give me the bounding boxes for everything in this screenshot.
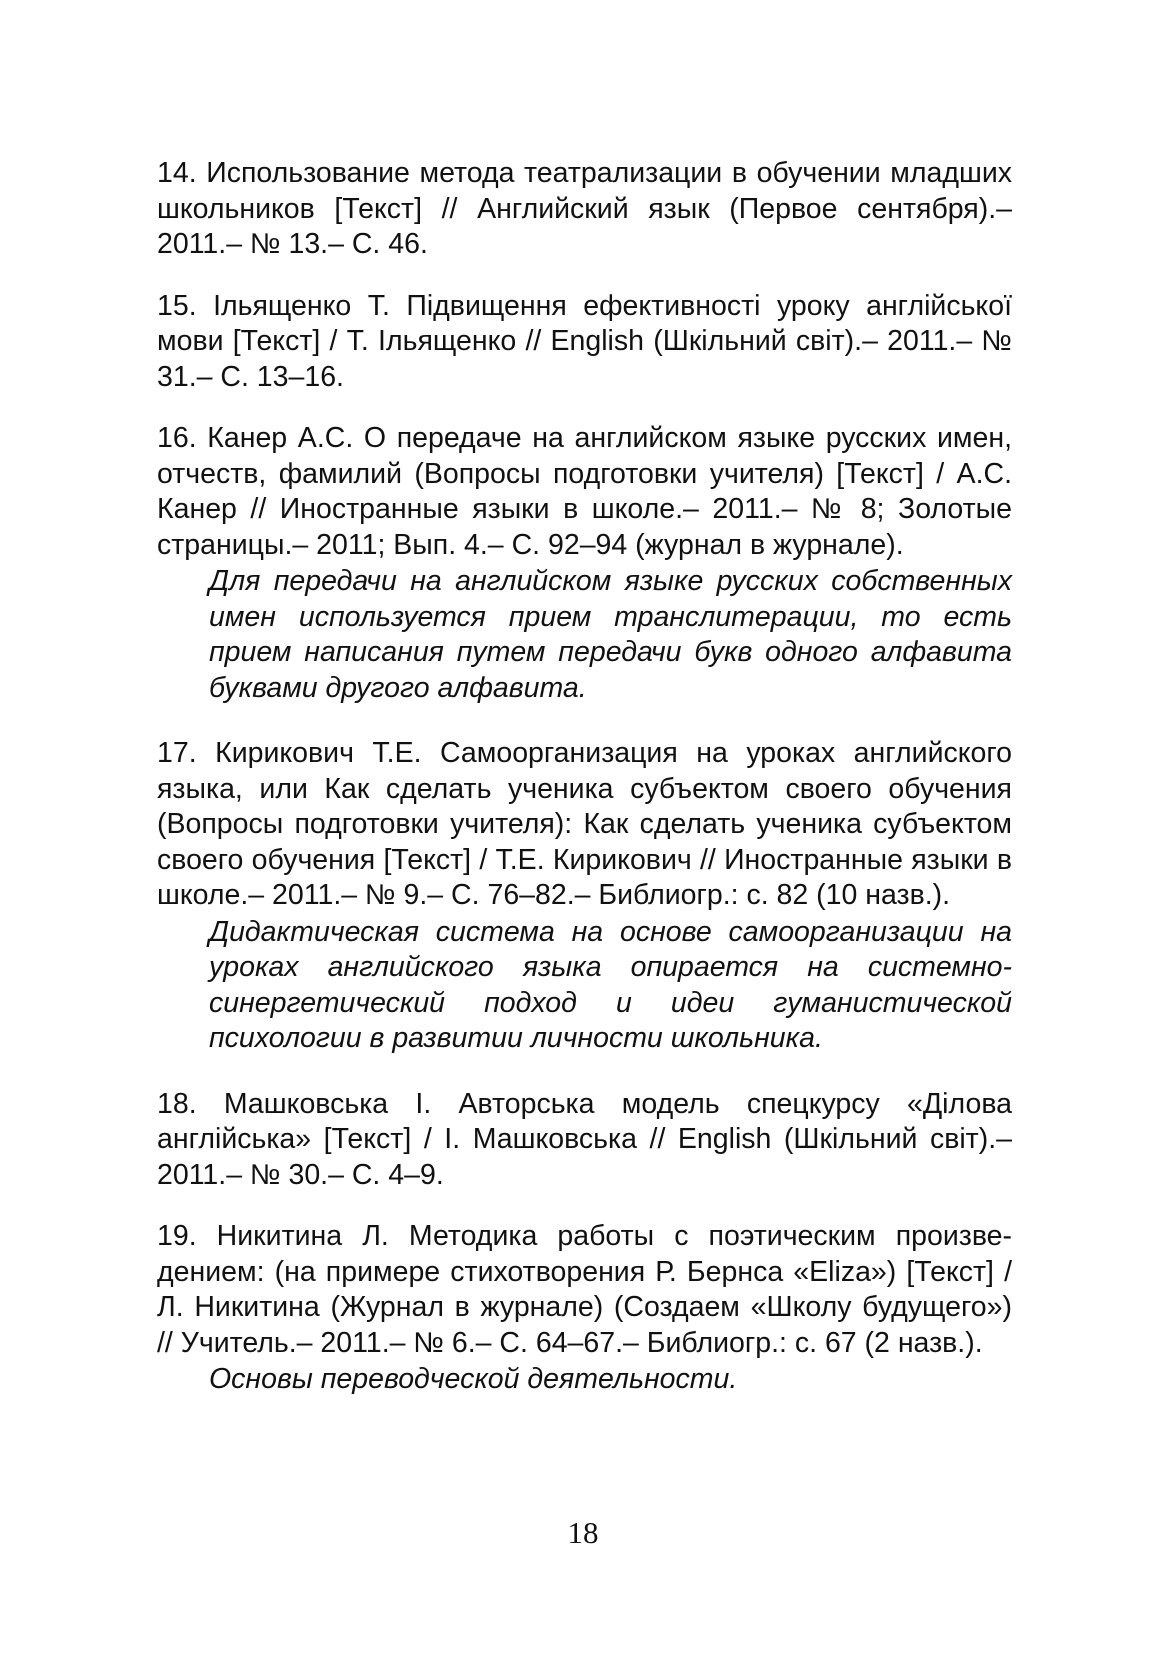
bibliography-entry — [157, 156, 1012, 263]
entry-citation: 19. Никитина Л. Методика работы с поэтическим произведением: (на примере стихотворения Р. Бернса «Eliza») [Текст] / Л. Никитина (Журнал в журнале) (Создаем «Школу будущего») // Учитель.– 2011.– № 6.– С. 64–67.– Библиогр.: с. 67 (2 назв.). — [157, 1220, 1012, 1359]
bibliography-entry — [157, 1087, 1012, 1194]
entry-citation: 16. Канер А.С. О передаче на английском языке русских имен, отчеств, фамилий (Вопросы подготовки учителя) [Текст] / А.С. Канер // Иностранные языки в школе.– 2011.– № 8; Золотые страницы.– 2011; Вып. 4.– С. 92–94 (журнал в журнале). — [157, 422, 1012, 561]
bibliography-entry — [157, 289, 1012, 396]
entry-citation: 15. Ільященко Т. Підвищення ефективності уроку англійської мови [Текст] / Т. Ільященко // English (Шкільний світ).– 2011.– № 31.– С. 13–16. — [157, 289, 1012, 393]
bibliography-entry — [157, 1219, 1012, 1398]
bibliography-list — [157, 156, 1012, 1424]
entry-annotation: Основы переводческой деятельности. — [209, 1363, 738, 1395]
entry-annotation: Для передачи на английском языке русских собственных имен используется прием транслитерации, то есть прием написания путем передачи букв одного алфавита буквами другого алфавита. — [209, 565, 1012, 704]
bibliography-entry — [157, 421, 1012, 706]
entry-citation: 14. Использование метода театрализации в обучении младших школьников [Текст] // Английский язык (Первое сентября).– 2011.– № 13.– С. 46. — [157, 157, 1012, 260]
entry-citation: 17. Кирикович Т.Е. Самоорганизация на уроках английского языка, или Как сделать ученика субъектом своего обучения (Вопросы подготовки учителя): Как сделать ученика субъектом своего обучения [Текст] / Т.Е. Кирикович // Иностранные языки в школе.– 2011.– № 9.– С. 76–82.– Библиогр.: с. 82 (10 назв.). — [157, 737, 1012, 911]
entry-citation: 18. Машковська І. Авторська модель спецкурсу «Ділова англійська» [Текст] / І. Машковська // English (Шкільний світ).– 2011.– № 30.– С. 4–9. — [157, 1087, 1012, 1191]
page-number: 18 — [567, 1515, 599, 1550]
bibliography-entry — [157, 736, 1012, 1057]
entry-annotation: Дидактическая система на основе самоорганизации на уроках английского языка опирается на системно-синергетический подход и идеи гуманистической психологии в развитии личности школьника. — [209, 915, 1012, 1054]
